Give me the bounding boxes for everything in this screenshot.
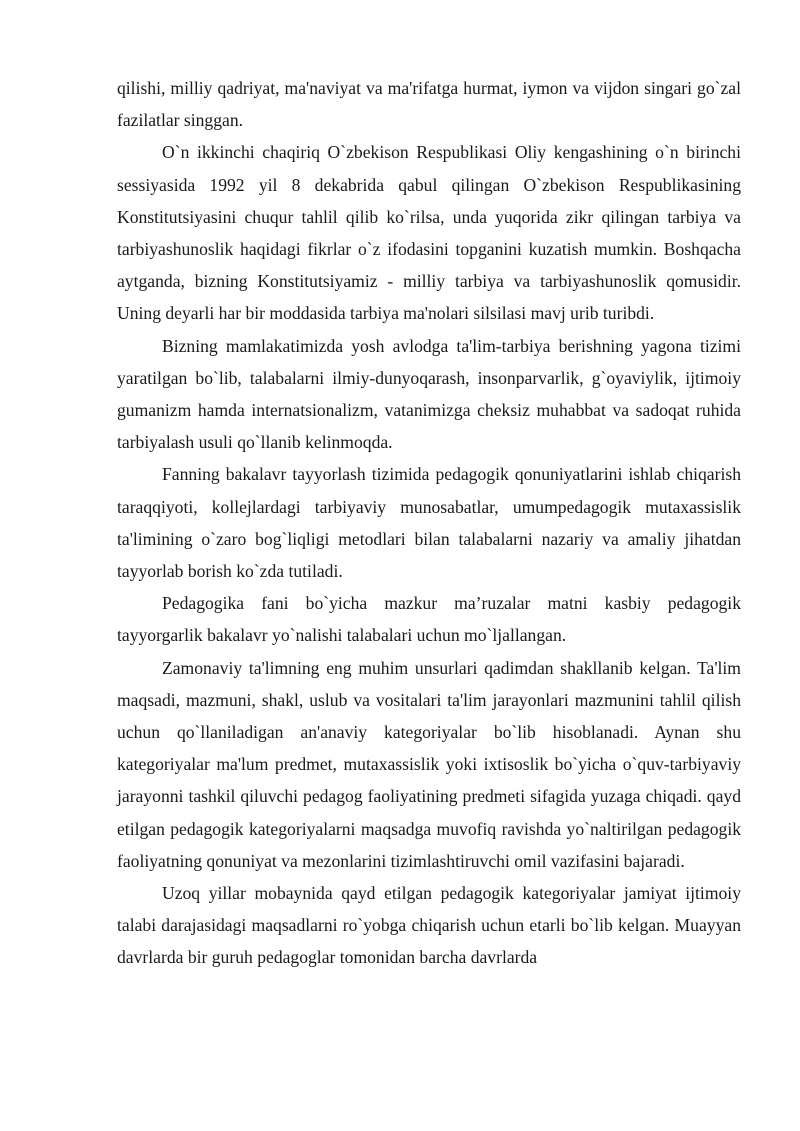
document-body xyxy=(117,72,741,974)
paragraph-constitution: O`n ikkinchi chaqiriq O`zbekison Respublikasi Oliy kengashining o`n birinchi sessiyasida 1992 yil 8 dekabrida qabul qilingan O`zbekison Respublikasining Konstitutsiyasini chuqur tahlil qilib ko`rilsa, unda yuqorida zikr qilingan tarbiya va tarbiyashunoslik haqidagi fikrlar o`z ifodasini topganini kuzatish mumkin. Boshqacha aytganda, bizning Konstitutsiyamiz - milliy tarbiya va tarbiyashunoslik qomusidir. Uning deyarli har bir moddasida tarbiya ma'nolari silsilasi mavj urib turibdi. xyxy=(117,142,741,324)
paragraph-bachelor-training: Fanning bakalavr tayyorlash tizimida pedagogik qonuniyatlarini ishlab chiqarish taraqqiyoti, kollejlardagi tarbiyaviy munosabatlar, umumpedagogik mutaxassislik ta'limining o`zaro bog`liqligi metodlari bilan talabalarni nazariy va amaliy jihatdan tayyorlab borish ko`zda tutiladi. xyxy=(117,464,741,582)
paragraph-pedagogical-categories: Uzoq yillar mobaynida qayd etilgan pedagogik kategoriyalar jamiyat ijtimoiy talabi darajasidagi maqsadlarni ro`yobga chiqarish uchun etarli bo`lib kelgan. Muayyan davrlarda bir guruh pedagoglar tomonidan barcha davrlarda xyxy=(117,883,741,968)
paragraph-modern-education: Zamonaviy ta'limning eng muhim unsurlari qadimdan shakllanib kelgan. Ta'lim maqsadi, mazmuni, shakl, uslub va vositalari ta'lim jarayonlari mazmunini tahlil qilish uchun qo`llaniladigan an'anaviy kategoriyalar bo`lib hisoblanadi. Aynan shu kategoriyalar ma'lum predmet, mutaxassislik yoki ixtisoslik bo`yicha o`quv-tarbiyaviy jarayonni tashkil qiluvchi pedagog faoliyatining predmeti sifagida yuzaga chiqadi. qayd etilgan pedagogik kategoriyalarni maqsadga muvofiq ravishda yo`naltirilgan pedagogik faoliyatning qonuniyat va mezonlarini tizimlashtiruvchi omil vazifasini bajaradi. xyxy=(117,657,741,871)
paragraph-continuation: qilishi, milliy qadriyat, ma'naviyat va ma'rifatga hurmat, iymon va vijdon singari go`zal fazilatlar singgan. xyxy=(117,78,741,131)
paragraph-lecture-purpose: Pedagogika fani bo`yicha mazkur ma’ruzalar matni kasbiy pedagogik tayyorgarlik bakalavr yo`nalishi talabalari uchun mo`ljallangan. xyxy=(117,593,741,646)
paragraph-education-system: Bizning mamlakatimizda yosh avlodga ta'lim-tarbiya berishning yagona tizimi yaratilgan bo`lib, talabalarni ilmiy-dunyoqarash, insonparvarlik, g`oyaviylik, ijtimoiy gumanizm hamda internatsionalizm, vatanimizga cheksiz muhabbat va sadoqat ruhida tarbiyalash usuli qo`llanib kelinmoqda. xyxy=(117,335,741,453)
